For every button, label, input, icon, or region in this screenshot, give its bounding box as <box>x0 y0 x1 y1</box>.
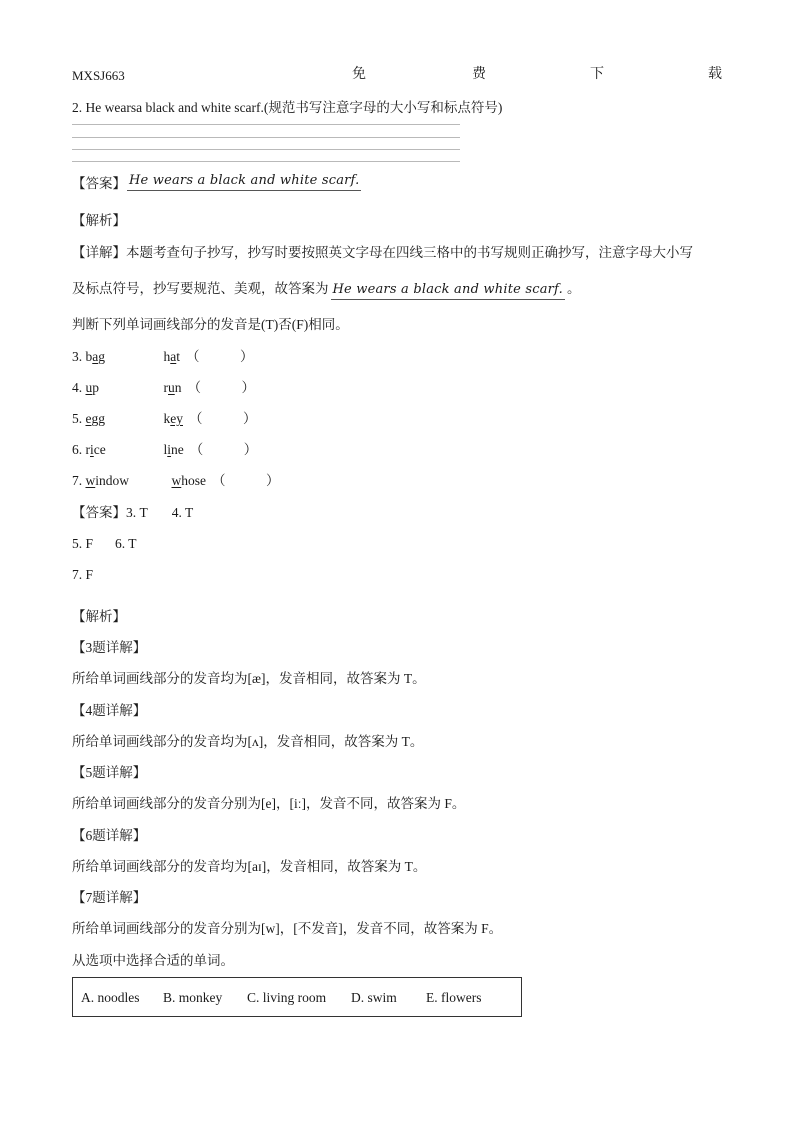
answer-blank: （ ） <box>189 411 257 426</box>
list-item <box>72 443 257 457</box>
option-d: D. swim <box>351 990 397 1005</box>
header-char-4: 载 <box>708 67 722 82</box>
answer-3: 3. T <box>126 505 148 520</box>
q2-detail-end: 。 <box>566 281 581 296</box>
item-number: 4. <box>72 380 83 395</box>
detail-tag: 【3题详解】 <box>72 640 147 655</box>
word-2: run <box>163 380 182 395</box>
writing-line <box>72 161 460 162</box>
detail-tag: 【6题详解】 <box>72 828 147 843</box>
option-a: A. noodles <box>81 990 140 1005</box>
q2-answer-script: He wears a black and white scarf. <box>127 174 361 191</box>
q2-detail-line2 <box>72 282 580 300</box>
section2-answer-line2 <box>72 537 137 551</box>
option-b: B. monkey <box>163 990 223 1005</box>
answer-blank: （ ） <box>186 349 254 364</box>
detail-tag: 【4题详解】 <box>72 703 147 718</box>
writing-line <box>72 124 460 125</box>
item-number: 3. <box>72 349 83 364</box>
word-1: up <box>85 380 99 395</box>
word-2: key <box>163 411 183 426</box>
q2-detail-line1 <box>72 246 693 260</box>
detail-text: 所给单词画线部分的发音均为[ʌ]，发音相同，故答案为 T。 <box>72 734 424 749</box>
section2-answer-line1 <box>72 506 193 520</box>
header-char-1: 免 <box>352 67 366 82</box>
detail-text: 所给单词画线部分的发音分别为[w]，[不发音]，发音不同，故答案为 F。 <box>72 921 503 936</box>
answer-blank: （ ） <box>212 473 280 488</box>
q2-analysis-tag: 【解析】 <box>72 213 126 228</box>
q2-detail-script: He wears a black and white scarf. <box>331 283 565 300</box>
list-item <box>72 381 255 395</box>
q2-detail-tag: 【详解】 <box>72 245 126 260</box>
item-number: 7. <box>72 473 83 488</box>
word-2: whose <box>171 473 206 488</box>
header-char-3: 下 <box>590 67 604 82</box>
detail-tag: 【5题详解】 <box>72 765 147 780</box>
header-code: MXSJ663 <box>72 68 125 83</box>
answer-6: 6. T <box>115 536 137 551</box>
word-1: egg <box>85 411 105 426</box>
option-e: E. flowers <box>426 990 482 1005</box>
q2-answer-tag: 【答案】 <box>72 176 126 191</box>
header-char-2: 费 <box>472 67 486 82</box>
list-item <box>72 350 254 364</box>
detail-text: 所给单词画线部分的发音分别为[e]，[iː]，发音不同，故答案为 F。 <box>72 796 466 811</box>
answer-5: 5. F <box>72 536 94 551</box>
list-item <box>72 412 257 426</box>
writing-line <box>72 137 460 138</box>
detail-tag: 【7题详解】 <box>72 890 147 905</box>
section2-answer-tag: 【答案】 <box>72 505 126 520</box>
q2-detail-text: 本题考查句子抄写，抄写时要按照英文字母在四线三格中的书写规则正确抄写，注意字母大小写 <box>126 245 693 260</box>
option-c: C. living room <box>247 990 327 1005</box>
answer-blank: （ ） <box>189 442 258 457</box>
list-item <box>72 474 280 488</box>
section3-instruction: 从选项中选择合适的单词。 <box>72 953 234 968</box>
item-number: 6. <box>72 442 83 457</box>
answer-4: 4. T <box>171 505 194 520</box>
q2-prompt: 2. He wearsa black and white scarf.(规范书写注意字母的大小写和标点符号) <box>72 100 503 115</box>
answer-blank: （ ） <box>187 380 255 395</box>
item-number: 5. <box>72 411 83 426</box>
detail-text: 所给单词画线部分的发音均为[æ]，发音相同，故答案为 T。 <box>72 671 426 686</box>
section2-analysis-tag: 【解析】 <box>72 609 126 624</box>
word-1: rice <box>85 442 106 457</box>
word-2: line <box>163 442 184 457</box>
section2-instruction: 判断下列单词画线部分的发音是(T)否(F)相同。 <box>72 317 349 332</box>
q2-detail-text-2: 及标点符号，抄写要规范、美观，故答案为 <box>72 281 329 296</box>
answer-7: 7. F <box>72 567 94 582</box>
word-2: hat <box>163 349 181 364</box>
detail-text: 所给单词画线部分的发音均为[aɪ]，发音相同，故答案为 T。 <box>72 859 427 874</box>
word-1: bag <box>85 349 105 364</box>
word-1: window <box>85 473 129 488</box>
writing-line <box>72 149 460 150</box>
